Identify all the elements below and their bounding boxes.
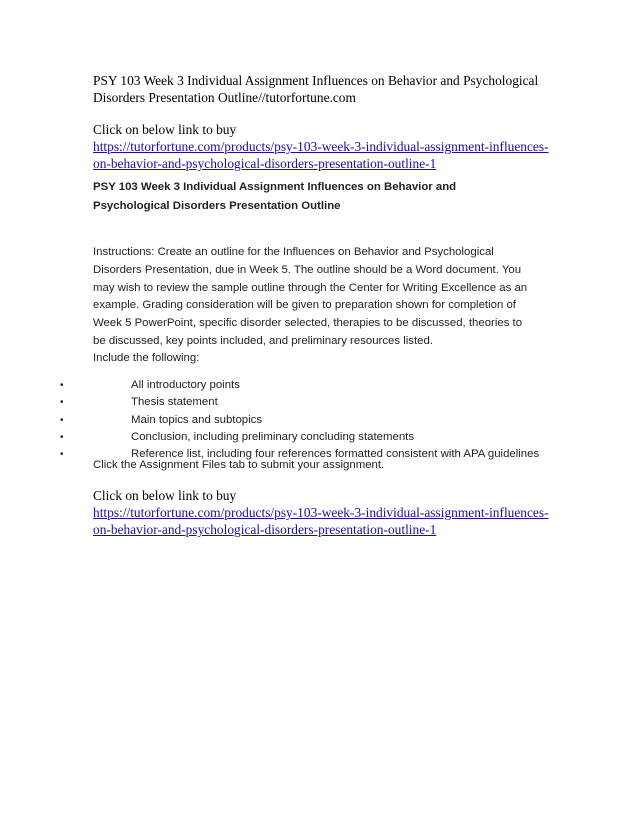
include-label: Include the following: [93,352,200,364]
instructions-paragraph: Instructions: Create an outline for the Influences on Behavior and Psychological Disorders Presentation, due in Week 5. The outline should be a Word document. You may wish to review the sample outline through the Center for Writing Excellence as an example. Grading consideration will be given to preparation shown for completion of Week 5 PowerPoint, specific disorder selected, therapies to be discussed, theories to be discussed, key points included, and preliminary resources listed. [93,246,528,347]
list-item-text: All introductory points [131,379,240,391]
buy-link-lead-bottom: Click on below link to buy [93,488,237,503]
list-item-text: Reference list, including four references formatted consistent with APA guidelines [131,448,540,461]
buy-link-lead-top: Click on below link to buy [93,122,237,137]
list-item-text: Main topics and subtopics [131,413,263,426]
submit-instruction: Click the Assignment Files tab to submit your assignment. [93,459,385,471]
buy-link-top[interactable]: https://tutorfortune.com/products/psy-103-week-3-individual-assignment-influences-on-behavior-and-psychological-disorders-presentation-outline-1 [93,139,549,171]
bullet-icon: • [60,380,64,391]
assignment-heading: PSY 103 Week 3 Individual Assignment Influences on Behavior and Psychological Disorders Presentation Outline [93,181,457,212]
list-item-text: Thesis statement [131,396,218,409]
document-title: PSY 103 Week 3 Individual Assignment Influences on Behavior and Psychological Disorders Presentation Outline//tutorfortune.com [93,73,539,105]
list-item-text: Conclusion, including preliminary concluding statements [131,430,415,443]
buy-link-bottom[interactable]: https://tutorfortune.com/products/psy-103-week-3-individual-assignment-influences-on-behavior-and-psychological-disorders-presentation-outline-1 [93,505,549,537]
bullet-icon: • [60,431,64,443]
bullet-icon: • [60,449,64,461]
bullet-icon: • [60,397,64,409]
bullet-icon: • [60,414,64,426]
